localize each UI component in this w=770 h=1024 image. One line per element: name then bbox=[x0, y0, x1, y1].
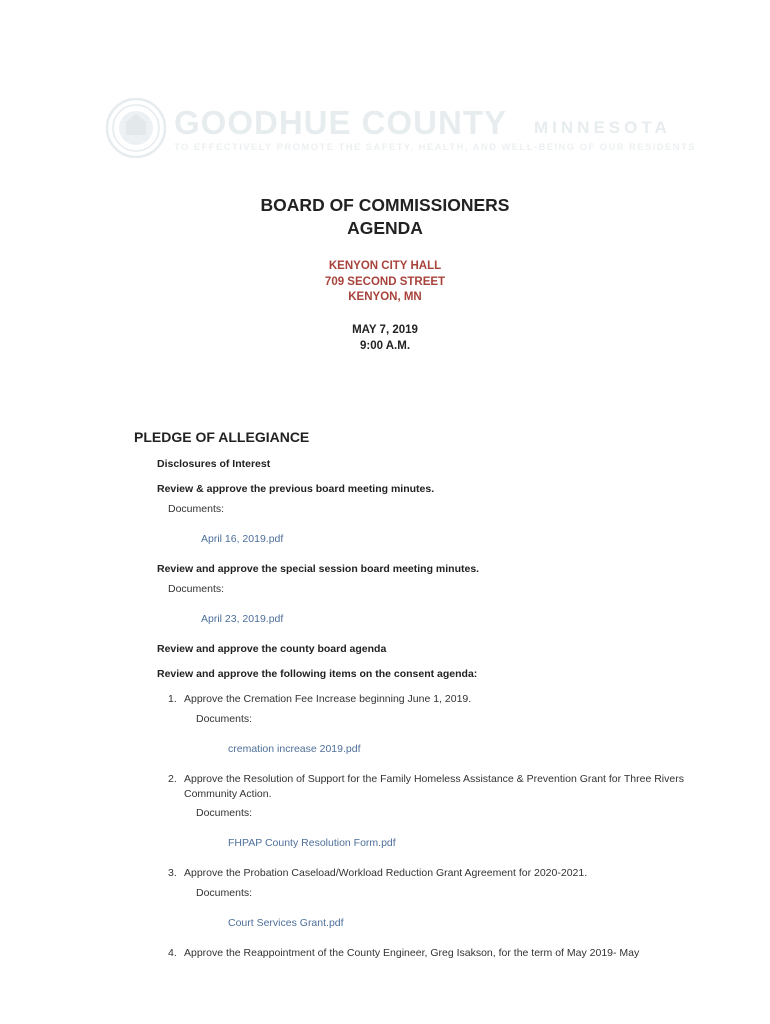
meeting-time: 9:00 A.M. bbox=[359, 339, 411, 352]
document-link[interactable]: April 16, 2019.pdf bbox=[201, 533, 284, 545]
state-name: MINNESOTA bbox=[534, 118, 671, 137]
agenda-item-special-minutes: Review and approve the special session board meeting minutes. bbox=[157, 563, 480, 575]
county-header bbox=[106, 98, 706, 162]
consent-item-number: 3. bbox=[168, 867, 177, 879]
county-seal-icon bbox=[106, 98, 166, 158]
title-block bbox=[0, 194, 770, 354]
agenda-item-consent: Review and approve the following items on the consent agenda: bbox=[157, 668, 478, 680]
county-tagline: TO EFFECTIVELY PROMOTE THE SAFETY, HEALTH, AND WELL-BEING OF OUR RESIDENTS bbox=[174, 142, 696, 153]
documents-label: Documents: bbox=[196, 887, 253, 899]
document-link[interactable]: FHPAP County Resolution Form.pdf bbox=[228, 837, 396, 849]
agenda-item-disclosures: Disclosures of Interest bbox=[157, 458, 271, 470]
agenda-item-board-agenda: Review and approve the county board agenda bbox=[157, 643, 387, 655]
consent-item-text: Approve the Resolution of Support for the Family Homeless Assistance & Prevention Grant for Three Rivers Community Action. bbox=[184, 773, 684, 800]
section-heading: PLEDGE OF ALLEGIANCE bbox=[134, 429, 310, 445]
county-name: GOODHUE COUNTY bbox=[174, 104, 508, 141]
documents-label: Documents: bbox=[196, 713, 253, 725]
meeting-location: KENYON CITY HALL 709 SECOND STREET KENYON, MN bbox=[324, 260, 446, 303]
documents-label: Documents: bbox=[168, 583, 225, 595]
meeting-date: MAY 7, 2019 bbox=[352, 323, 418, 336]
meeting-datetime bbox=[0, 322, 770, 354]
documents-label: Documents: bbox=[168, 503, 225, 515]
document-link[interactable]: Court Services Grant.pdf bbox=[228, 917, 344, 929]
page-title: BOARD OF COMMISSIONERS AGENDA bbox=[260, 195, 510, 238]
consent-item-text: Approve the Reappointment of the County Engineer, Greg Isakson, for the term of May 2019- May bbox=[184, 947, 640, 959]
consent-item-number: 1. bbox=[168, 693, 177, 705]
consent-item-text: Approve the Cremation Fee Increase beginning June 1, 2019. bbox=[184, 693, 472, 705]
document-link[interactable]: April 23, 2019.pdf bbox=[201, 613, 284, 625]
consent-item-number: 2. bbox=[168, 773, 177, 785]
consent-item-text: Approve the Probation Caseload/Workload Reduction Grant Agreement for 2020-2021. bbox=[184, 867, 588, 879]
documents-label: Documents: bbox=[196, 807, 253, 819]
document-link[interactable]: cremation increase 2019.pdf bbox=[228, 743, 361, 755]
consent-item-number: 4. bbox=[168, 947, 177, 959]
agenda-item-minutes: Review & approve the previous board meeting minutes. bbox=[157, 483, 435, 495]
